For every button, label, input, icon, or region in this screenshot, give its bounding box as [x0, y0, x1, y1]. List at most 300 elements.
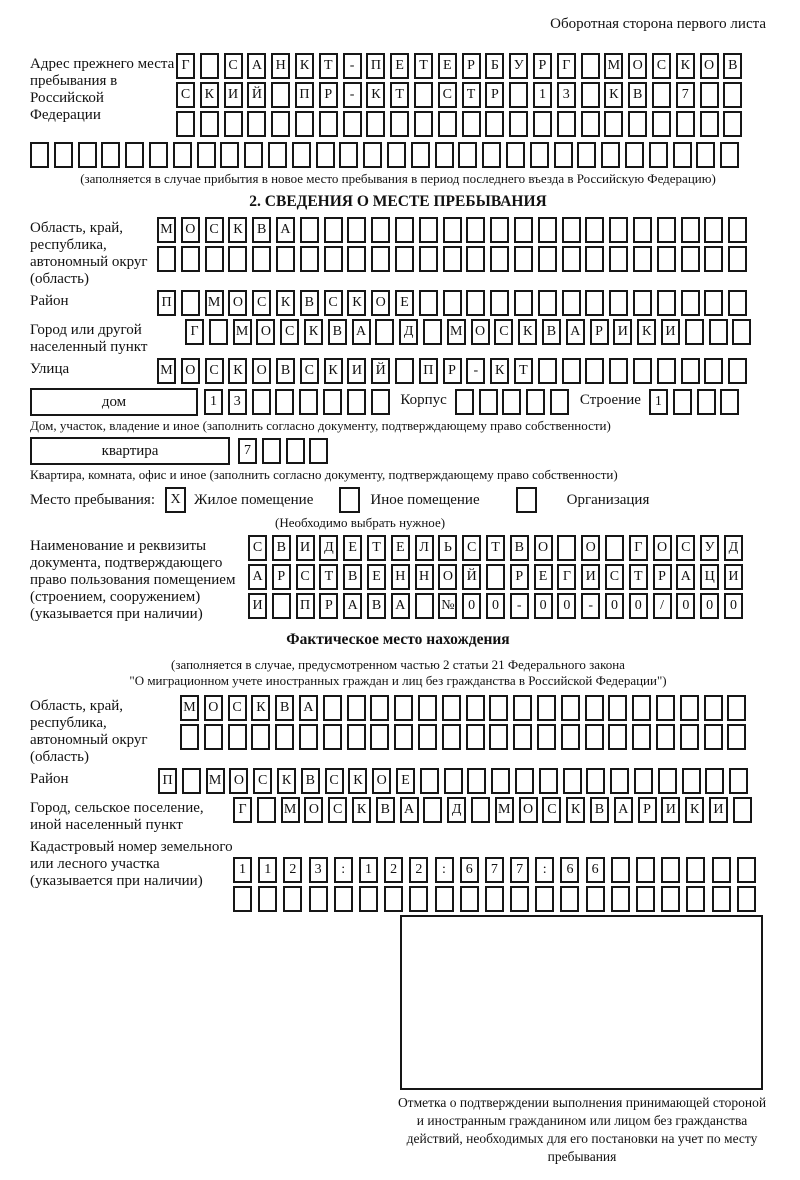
char-cell[interactable] — [466, 217, 485, 243]
char-cell[interactable] — [510, 886, 529, 912]
char-cell[interactable]: И — [248, 593, 267, 619]
char-cell[interactable] — [366, 111, 385, 137]
char-cell[interactable]: 1 — [204, 389, 223, 415]
char-cell[interactable] — [419, 217, 438, 243]
char-cell[interactable] — [609, 246, 628, 272]
char-cell[interactable] — [347, 246, 366, 272]
char-cell[interactable]: В — [252, 217, 271, 243]
char-cell[interactable] — [513, 724, 532, 750]
char-cell[interactable]: О — [229, 768, 248, 794]
char-cell[interactable] — [506, 142, 525, 168]
char-cell[interactable]: Т — [629, 564, 648, 590]
char-cell[interactable]: В — [343, 564, 362, 590]
char-cell[interactable]: В — [300, 290, 319, 316]
char-cell[interactable] — [586, 886, 605, 912]
char-cell[interactable]: 0 — [676, 593, 695, 619]
char-cell[interactable] — [628, 111, 647, 137]
char-cell[interactable]: : — [435, 857, 454, 883]
char-cell[interactable] — [283, 886, 302, 912]
char-cell[interactable] — [685, 319, 704, 345]
char-cell[interactable]: Г — [185, 319, 204, 345]
char-cell[interactable]: А — [276, 217, 295, 243]
char-cell[interactable] — [681, 246, 700, 272]
char-cell[interactable] — [101, 142, 120, 168]
char-cell[interactable] — [649, 142, 668, 168]
char-cell[interactable] — [486, 564, 505, 590]
char-cell[interactable] — [490, 246, 509, 272]
char-cell[interactable] — [554, 142, 573, 168]
char-cell[interactable]: А — [400, 797, 419, 823]
char-cell[interactable]: Д — [399, 319, 418, 345]
char-cell[interactable]: А — [391, 593, 410, 619]
char-cell[interactable] — [324, 246, 343, 272]
char-cell[interactable]: : — [535, 857, 554, 883]
char-cell[interactable] — [438, 111, 457, 137]
char-cell[interactable]: : — [334, 857, 353, 883]
char-cell[interactable] — [673, 142, 692, 168]
char-cell[interactable]: С — [280, 319, 299, 345]
checkbox-other-premises[interactable] — [339, 487, 360, 513]
char-cell[interactable]: А — [352, 319, 371, 345]
char-cell[interactable]: К — [304, 319, 323, 345]
char-cell[interactable]: Т — [319, 564, 338, 590]
char-cell[interactable]: 6 — [560, 857, 579, 883]
char-cell[interactable]: И — [581, 564, 600, 590]
char-cell[interactable]: М — [180, 695, 199, 721]
char-cell[interactable]: М — [495, 797, 514, 823]
char-cell[interactable] — [224, 111, 243, 137]
char-cell[interactable]: К — [347, 290, 366, 316]
char-cell[interactable]: С — [296, 564, 315, 590]
char-cell[interactable]: Т — [514, 358, 533, 384]
char-cell[interactable]: О — [181, 217, 200, 243]
char-cell[interactable] — [482, 142, 501, 168]
char-cell[interactable] — [324, 217, 343, 243]
char-cell[interactable]: К — [566, 797, 585, 823]
char-cell[interactable]: Р — [319, 82, 338, 108]
char-cell[interactable] — [585, 358, 604, 384]
char-cell[interactable] — [700, 82, 719, 108]
char-cell[interactable] — [727, 695, 746, 721]
char-cell[interactable] — [733, 797, 752, 823]
char-cell[interactable] — [533, 111, 552, 137]
char-cell[interactable] — [535, 886, 554, 912]
char-cell[interactable] — [244, 142, 263, 168]
char-cell[interactable] — [371, 217, 390, 243]
char-cell[interactable]: С — [300, 358, 319, 384]
char-cell[interactable]: Й — [247, 82, 266, 108]
char-cell[interactable] — [557, 111, 576, 137]
char-cell[interactable]: П — [419, 358, 438, 384]
char-cell[interactable]: Е — [367, 564, 386, 590]
char-cell[interactable]: Е — [396, 768, 415, 794]
char-cell[interactable]: О — [252, 358, 271, 384]
char-cell[interactable] — [200, 111, 219, 137]
char-cell[interactable]: К — [676, 53, 695, 79]
char-cell[interactable]: 0 — [629, 593, 648, 619]
char-cell[interactable] — [585, 695, 604, 721]
char-cell[interactable]: С — [324, 290, 343, 316]
char-cell[interactable]: О — [653, 535, 672, 561]
char-cell[interactable]: / — [653, 593, 672, 619]
char-cell[interactable] — [257, 797, 276, 823]
char-cell[interactable]: Р — [590, 319, 609, 345]
char-cell[interactable]: Н — [415, 564, 434, 590]
char-cell[interactable] — [414, 111, 433, 137]
char-cell[interactable]: Ь — [438, 535, 457, 561]
char-cell[interactable]: Е — [343, 535, 362, 561]
char-cell[interactable] — [608, 695, 627, 721]
char-cell[interactable] — [581, 82, 600, 108]
char-cell[interactable] — [209, 319, 228, 345]
char-cell[interactable]: Г — [176, 53, 195, 79]
char-cell[interactable]: 2 — [384, 857, 403, 883]
char-cell[interactable]: Й — [462, 564, 481, 590]
char-cell[interactable]: М — [604, 53, 623, 79]
char-cell[interactable] — [514, 246, 533, 272]
char-cell[interactable]: С — [325, 768, 344, 794]
char-cell[interactable] — [395, 358, 414, 384]
char-cell[interactable] — [271, 82, 290, 108]
char-cell[interactable] — [181, 290, 200, 316]
char-cell[interactable] — [251, 724, 270, 750]
char-cell[interactable] — [636, 857, 655, 883]
char-cell[interactable] — [415, 593, 434, 619]
char-cell[interactable] — [562, 246, 581, 272]
char-cell[interactable] — [180, 724, 199, 750]
char-cell[interactable]: В — [628, 82, 647, 108]
char-cell[interactable] — [737, 857, 756, 883]
char-cell[interactable] — [299, 724, 318, 750]
char-cell[interactable] — [539, 768, 558, 794]
char-cell[interactable]: - — [466, 358, 485, 384]
char-cell[interactable]: Д — [447, 797, 466, 823]
house-box[interactable]: дом — [30, 388, 198, 416]
char-cell[interactable]: 0 — [605, 593, 624, 619]
char-cell[interactable]: О — [181, 358, 200, 384]
char-cell[interactable] — [466, 724, 485, 750]
char-cell[interactable]: В — [301, 768, 320, 794]
char-cell[interactable] — [247, 111, 266, 137]
char-cell[interactable]: И — [661, 797, 680, 823]
char-cell[interactable]: Р — [319, 593, 338, 619]
char-cell[interactable] — [728, 246, 747, 272]
char-cell[interactable] — [418, 695, 437, 721]
char-cell[interactable] — [537, 724, 556, 750]
char-cell[interactable] — [696, 142, 715, 168]
char-cell[interactable]: С — [228, 695, 247, 721]
char-cell[interactable] — [686, 886, 705, 912]
char-cell[interactable] — [585, 724, 604, 750]
char-cell[interactable] — [657, 358, 676, 384]
char-cell[interactable]: С — [176, 82, 195, 108]
char-cell[interactable]: К — [685, 797, 704, 823]
char-cell[interactable] — [728, 358, 747, 384]
char-cell[interactable] — [656, 724, 675, 750]
char-cell[interactable]: - — [343, 53, 362, 79]
char-cell[interactable]: 1 — [258, 857, 277, 883]
char-cell[interactable]: 1 — [533, 82, 552, 108]
char-cell[interactable] — [205, 246, 224, 272]
char-cell[interactable] — [233, 886, 252, 912]
char-cell[interactable] — [657, 217, 676, 243]
char-cell[interactable] — [657, 246, 676, 272]
char-cell[interactable] — [347, 695, 366, 721]
char-cell[interactable] — [705, 768, 724, 794]
char-cell[interactable] — [343, 111, 362, 137]
char-cell[interactable]: Е — [534, 564, 553, 590]
char-cell[interactable]: 1 — [649, 389, 668, 415]
char-cell[interactable]: С — [252, 290, 271, 316]
char-cell[interactable] — [489, 695, 508, 721]
char-cell[interactable]: С — [494, 319, 513, 345]
char-cell[interactable] — [347, 724, 366, 750]
char-cell[interactable]: Р — [510, 564, 529, 590]
char-cell[interactable] — [634, 768, 653, 794]
char-cell[interactable] — [466, 290, 485, 316]
char-cell[interactable] — [418, 724, 437, 750]
char-cell[interactable]: В — [276, 358, 295, 384]
char-cell[interactable] — [633, 358, 652, 384]
char-cell[interactable]: О — [371, 290, 390, 316]
char-cell[interactable] — [485, 886, 504, 912]
char-cell[interactable] — [182, 768, 201, 794]
char-cell[interactable] — [157, 246, 176, 272]
char-cell[interactable] — [455, 389, 474, 415]
char-cell[interactable] — [632, 724, 651, 750]
char-cell[interactable] — [611, 886, 630, 912]
char-cell[interactable] — [271, 111, 290, 137]
char-cell[interactable]: 3 — [309, 857, 328, 883]
apartment-box[interactable]: квартира — [30, 437, 230, 465]
char-cell[interactable] — [712, 886, 731, 912]
char-cell[interactable]: Г — [629, 535, 648, 561]
char-cell[interactable] — [347, 217, 366, 243]
char-cell[interactable]: С — [462, 535, 481, 561]
char-cell[interactable] — [514, 290, 533, 316]
char-cell[interactable]: В — [328, 319, 347, 345]
char-cell[interactable]: П — [157, 290, 176, 316]
char-cell[interactable]: 7 — [238, 438, 257, 464]
char-cell[interactable] — [149, 142, 168, 168]
char-cell[interactable] — [513, 695, 532, 721]
char-cell[interactable] — [563, 768, 582, 794]
char-cell[interactable] — [292, 142, 311, 168]
char-cell[interactable]: - — [510, 593, 529, 619]
char-cell[interactable] — [561, 695, 580, 721]
char-cell[interactable] — [728, 217, 747, 243]
char-cell[interactable]: Ц — [700, 564, 719, 590]
char-cell[interactable] — [604, 111, 623, 137]
char-cell[interactable] — [268, 142, 287, 168]
char-cell[interactable]: Р — [485, 82, 504, 108]
char-cell[interactable] — [176, 111, 195, 137]
char-cell[interactable] — [704, 358, 723, 384]
char-cell[interactable] — [652, 111, 671, 137]
char-cell[interactable]: К — [518, 319, 537, 345]
char-cell[interactable]: Т — [462, 82, 481, 108]
char-cell[interactable]: А — [343, 593, 362, 619]
char-cell[interactable]: И — [347, 358, 366, 384]
char-cell[interactable]: С — [224, 53, 243, 79]
char-cell[interactable]: К — [295, 53, 314, 79]
char-cell[interactable]: Е — [438, 53, 457, 79]
char-cell[interactable]: Г — [557, 564, 576, 590]
char-cell[interactable] — [530, 142, 549, 168]
char-cell[interactable]: 0 — [486, 593, 505, 619]
char-cell[interactable]: О — [581, 535, 600, 561]
char-cell[interactable] — [601, 142, 620, 168]
char-cell[interactable]: М — [157, 217, 176, 243]
char-cell[interactable]: Н — [391, 564, 410, 590]
char-cell[interactable] — [384, 886, 403, 912]
char-cell[interactable]: Р — [272, 564, 291, 590]
char-cell[interactable] — [636, 886, 655, 912]
char-cell[interactable] — [319, 111, 338, 137]
char-cell[interactable] — [682, 768, 701, 794]
char-cell[interactable]: С — [652, 53, 671, 79]
char-cell[interactable]: Д — [724, 535, 743, 561]
char-cell[interactable] — [444, 768, 463, 794]
char-cell[interactable] — [300, 246, 319, 272]
char-cell[interactable] — [515, 768, 534, 794]
char-cell[interactable]: 0 — [724, 593, 743, 619]
char-cell[interactable] — [200, 53, 219, 79]
char-cell[interactable]: Т — [390, 82, 409, 108]
char-cell[interactable] — [609, 290, 628, 316]
char-cell[interactable] — [258, 886, 277, 912]
char-cell[interactable] — [732, 319, 751, 345]
char-cell[interactable] — [609, 358, 628, 384]
char-cell[interactable]: О — [700, 53, 719, 79]
char-cell[interactable] — [275, 389, 294, 415]
char-cell[interactable] — [704, 290, 723, 316]
char-cell[interactable] — [286, 438, 305, 464]
char-cell[interactable] — [78, 142, 97, 168]
char-cell[interactable]: И — [224, 82, 243, 108]
char-cell[interactable] — [681, 217, 700, 243]
char-cell[interactable] — [490, 217, 509, 243]
char-cell[interactable]: П — [158, 768, 177, 794]
char-cell[interactable]: 3 — [557, 82, 576, 108]
char-cell[interactable] — [323, 389, 342, 415]
char-cell[interactable] — [390, 111, 409, 137]
char-cell[interactable]: М — [205, 290, 224, 316]
char-cell[interactable]: А — [248, 564, 267, 590]
char-cell[interactable]: У — [700, 535, 719, 561]
char-cell[interactable] — [471, 797, 490, 823]
char-cell[interactable]: К — [324, 358, 343, 384]
char-cell[interactable] — [610, 768, 629, 794]
char-cell[interactable] — [485, 111, 504, 137]
char-cell[interactable] — [562, 358, 581, 384]
char-cell[interactable] — [680, 724, 699, 750]
char-cell[interactable] — [585, 217, 604, 243]
char-cell[interactable] — [609, 217, 628, 243]
char-cell[interactable] — [371, 246, 390, 272]
char-cell[interactable] — [419, 290, 438, 316]
char-cell[interactable] — [632, 695, 651, 721]
char-cell[interactable]: С — [605, 564, 624, 590]
char-cell[interactable] — [537, 695, 556, 721]
char-cell[interactable] — [272, 593, 291, 619]
char-cell[interactable] — [658, 768, 677, 794]
char-cell[interactable]: Р — [462, 53, 481, 79]
char-cell[interactable] — [491, 768, 510, 794]
char-cell[interactable] — [339, 142, 358, 168]
char-cell[interactable]: У — [509, 53, 528, 79]
char-cell[interactable] — [228, 246, 247, 272]
char-cell[interactable]: О — [628, 53, 647, 79]
char-cell[interactable] — [704, 217, 723, 243]
char-cell[interactable] — [442, 724, 461, 750]
char-cell[interactable]: И — [296, 535, 315, 561]
checkbox-organization[interactable] — [516, 487, 537, 513]
char-cell[interactable] — [466, 695, 485, 721]
char-cell[interactable] — [557, 535, 576, 561]
char-cell[interactable] — [686, 857, 705, 883]
char-cell[interactable]: О — [304, 797, 323, 823]
char-cell[interactable]: 3 — [228, 389, 247, 415]
char-cell[interactable] — [585, 246, 604, 272]
char-cell[interactable] — [435, 142, 454, 168]
char-cell[interactable] — [625, 142, 644, 168]
char-cell[interactable]: С — [438, 82, 457, 108]
char-cell[interactable]: Л — [415, 535, 434, 561]
char-cell[interactable]: О — [519, 797, 538, 823]
char-cell[interactable] — [371, 389, 390, 415]
char-cell[interactable]: К — [352, 797, 371, 823]
char-cell[interactable]: К — [228, 358, 247, 384]
char-cell[interactable]: - — [581, 593, 600, 619]
char-cell[interactable] — [550, 389, 569, 415]
char-cell[interactable] — [220, 142, 239, 168]
char-cell[interactable]: А — [676, 564, 695, 590]
char-cell[interactable] — [460, 886, 479, 912]
char-cell[interactable]: В — [510, 535, 529, 561]
char-cell[interactable]: П — [296, 593, 315, 619]
char-cell[interactable]: О — [372, 768, 391, 794]
char-cell[interactable] — [479, 389, 498, 415]
char-cell[interactable] — [300, 217, 319, 243]
char-cell[interactable] — [562, 290, 581, 316]
char-cell[interactable] — [538, 358, 557, 384]
char-cell[interactable] — [323, 695, 342, 721]
char-cell[interactable] — [375, 319, 394, 345]
char-cell[interactable] — [370, 724, 389, 750]
char-cell[interactable] — [723, 82, 742, 108]
char-cell[interactable] — [577, 142, 596, 168]
char-cell[interactable] — [538, 290, 557, 316]
char-cell[interactable] — [676, 111, 695, 137]
char-cell[interactable] — [363, 142, 382, 168]
char-cell[interactable]: К — [251, 695, 270, 721]
char-cell[interactable]: К — [637, 319, 656, 345]
char-cell[interactable] — [633, 217, 652, 243]
char-cell[interactable]: Т — [486, 535, 505, 561]
char-cell[interactable] — [409, 886, 428, 912]
char-cell[interactable] — [538, 246, 557, 272]
char-cell[interactable] — [299, 389, 318, 415]
char-cell[interactable] — [228, 724, 247, 750]
char-cell[interactable] — [697, 389, 716, 415]
char-cell[interactable] — [309, 438, 328, 464]
char-cell[interactable] — [680, 695, 699, 721]
char-cell[interactable]: 6 — [586, 857, 605, 883]
char-cell[interactable]: 7 — [510, 857, 529, 883]
char-cell[interactable]: В — [723, 53, 742, 79]
char-cell[interactable] — [370, 695, 389, 721]
